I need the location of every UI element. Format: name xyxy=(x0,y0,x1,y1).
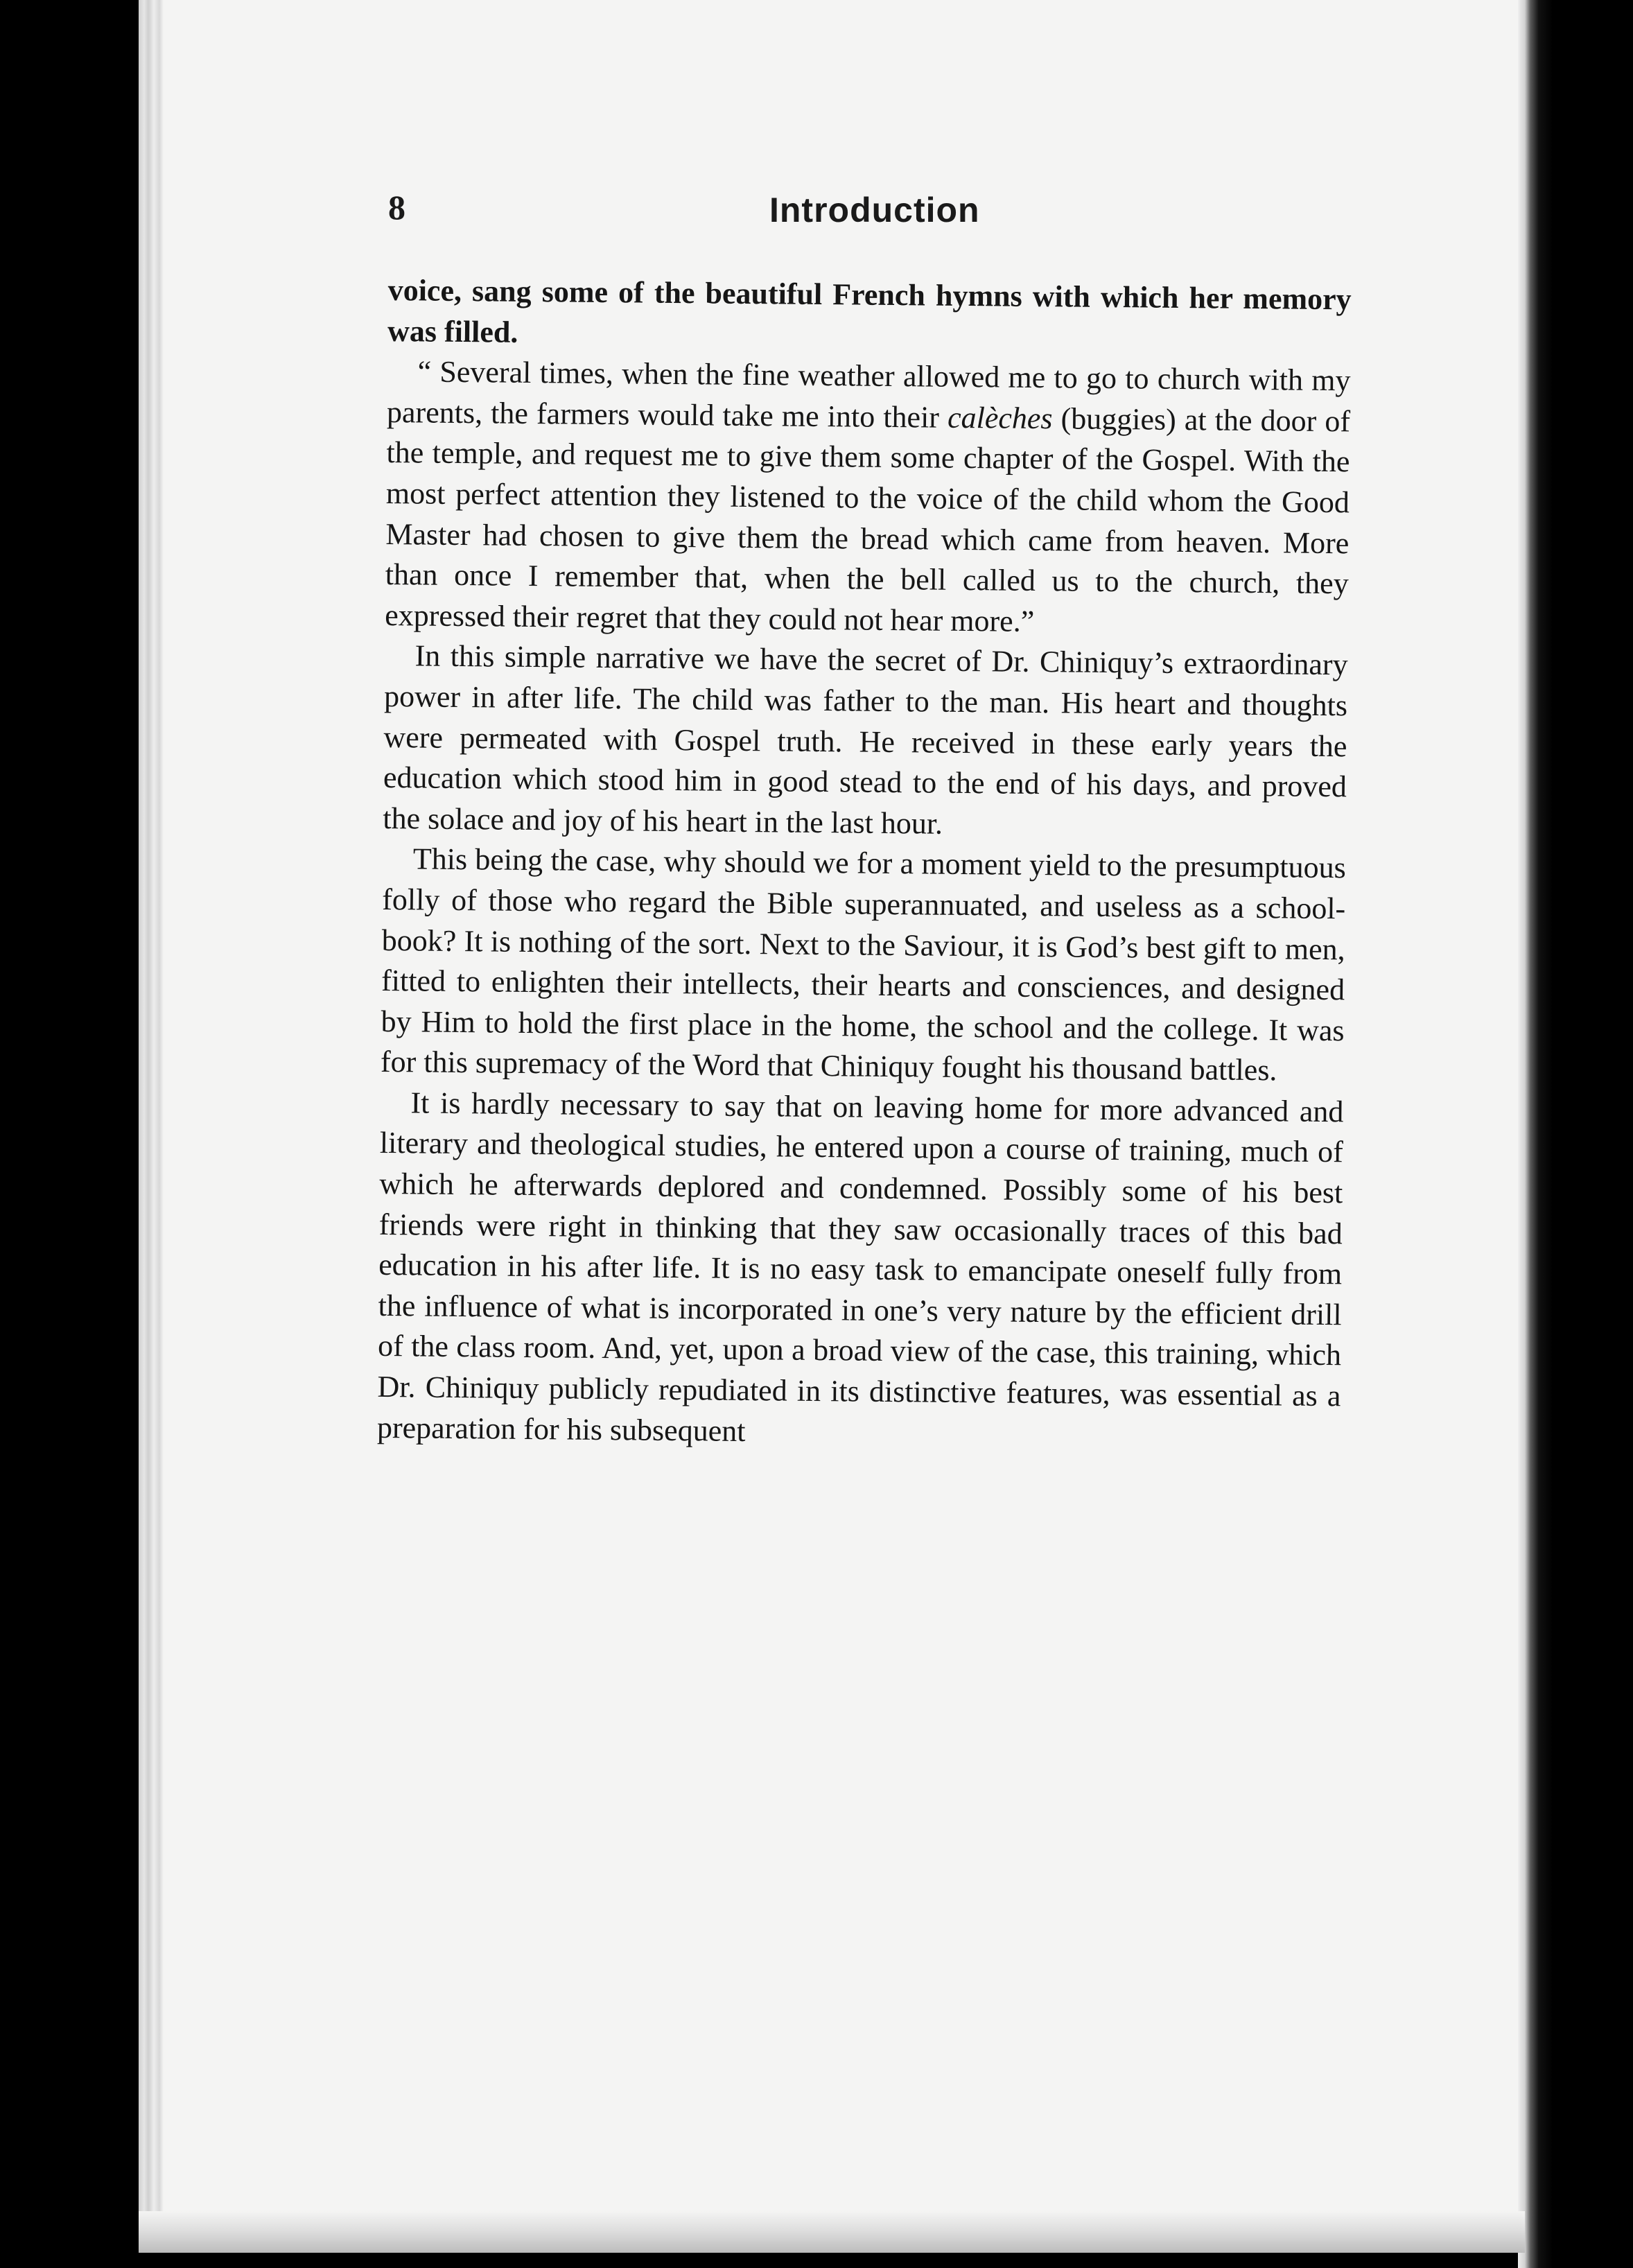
page-left-edge xyxy=(139,0,164,2253)
page-right-edge xyxy=(1518,0,1553,2268)
paragraph-1: voice, sang some of the beautiful French hymns with which her memory was filled. xyxy=(387,272,1352,349)
page-number: 8 xyxy=(388,188,405,227)
page-header xyxy=(388,187,1379,243)
paragraph-2 xyxy=(385,351,1351,645)
paragraph-2-rest: (buggies) at the door of the temple, and request me to give them some chapter of the Gospel. With the most perfect attention they listened to the voice of the child whom the Good Master had chosen to give them the bread which came from heaven. More than once I remember that, when the bell called us to the church, they expressed their regret that they could not hear more.” xyxy=(384,401,1351,638)
paragraph-5: It is hardly necessary to say that on leaving home for more advanced and literary and theological studies, he entered upon a course of training, much of which he afterwards deplored and condemned. Possibly some of his best friends were right in thinking that they saw occasionally traces of this bad education in his after life. It is no easy task to emancipate oneself fully from the influence of what is incorporated in one’s very nature by the efficient drill of the class room. And, yet, upon a broad view of the case, this training, which Dr. Chiniquy publicly repudiated in its distinctive features, was essential as a preparation for his subsequent xyxy=(376,1085,1344,1448)
paragraph-4: This being the case, why should we for a moment yield to the presumptuous folly of those who regard the Bible superannuated, and useless as a school-book? It is nothing of the sort. Next to the Saviour, it is God’s best gift to men, fitted to enlighten their intellects, their hearts and consciences, and designed by Him to hold the first place in the home, the school and the college. It was for this supremacy of the Word that Chiniquy fought his thousand battles. xyxy=(380,841,1347,1088)
page-bottom-shade xyxy=(139,2211,1525,2253)
paragraph-2-italic-word: calèches xyxy=(947,400,1053,435)
running-head: Introduction xyxy=(769,191,980,229)
paragraph-3: In this simple narrative we have the secret of Dr. Chiniquy’s extraordinary power in after life. The child was father to the man. His heart and thoughts were permeated with Gospel truth. He received in these early years the education which stood him in good stead to the end of his days, and proved the solace and joy of his heart in the last hour. xyxy=(383,638,1348,841)
paragraph-2-open: “ Several times, when the fine weather allowed me to go to church with my parents, the farmers would take me into their xyxy=(386,354,1351,435)
body-text xyxy=(377,270,1352,1457)
